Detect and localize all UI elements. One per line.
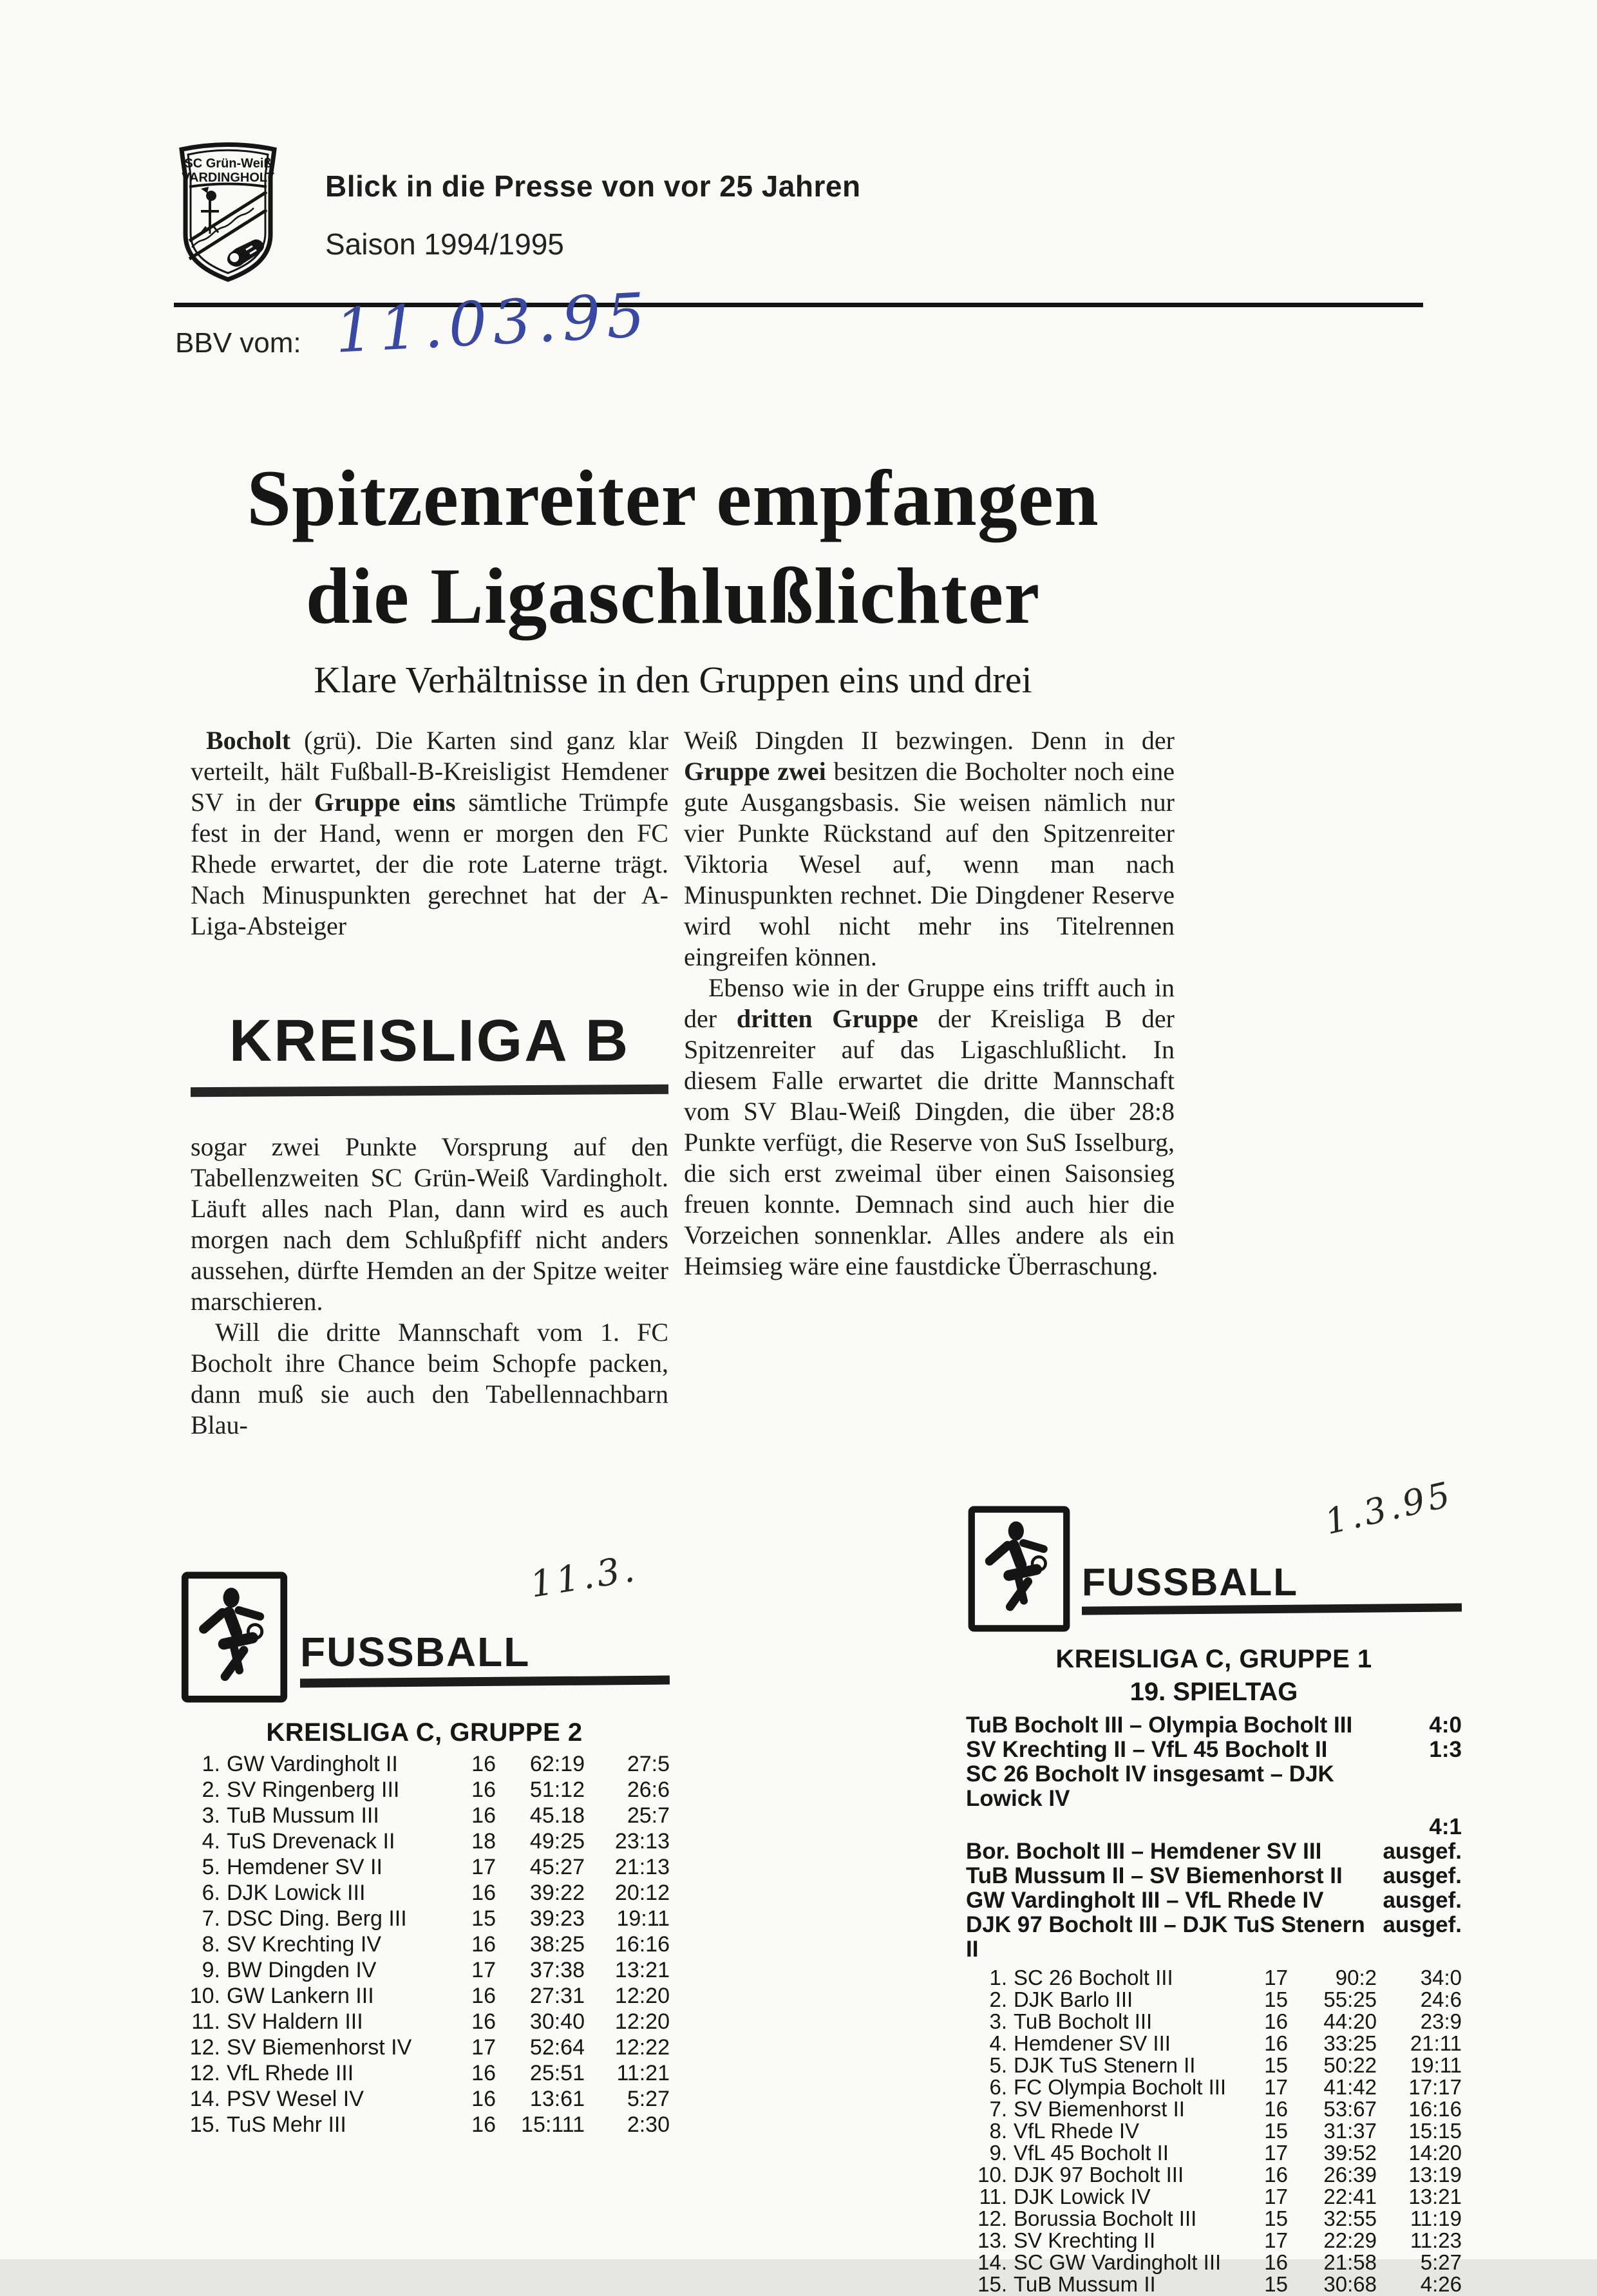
team-name: FC Olympia Bocholt III [1014, 2075, 1227, 2099]
rank-label: 12. [189, 2035, 220, 2060]
games-count: 16 [471, 2112, 496, 2137]
points-ratio: 26:6 [627, 1778, 670, 1802]
headline-line2: die Ligaschlußlichter [305, 552, 1041, 640]
source-label: BBV vom: [175, 327, 301, 359]
table-row [966, 2054, 1462, 2076]
goal-ratio: 33:25 [1323, 2031, 1377, 2055]
article-column-left [191, 725, 668, 1441]
table-row [179, 1854, 670, 1880]
article-subhead: Klare Verhältnisse in den Gruppen eins und drei [314, 659, 1032, 701]
team-name: VfL Rhede IV [1014, 2119, 1140, 2143]
points-ratio: 23:9 [1420, 2009, 1462, 2033]
team-name: DJK Lowick IV [1014, 2185, 1151, 2208]
team-name: DJK 97 Bocholt III [1014, 2163, 1184, 2187]
headline-line1: Spitzenreiter empfangen [247, 454, 1099, 542]
rank-label: 6. [989, 2075, 1007, 2099]
match-score [1365, 1762, 1462, 1811]
team-name: GW Lankern III [227, 1984, 374, 2008]
rank-label: 14. [189, 2087, 220, 2111]
match-pairing: SV Krechting II – VfL 45 Bocholt II [966, 1737, 1328, 1762]
goal-ratio: 50:22 [1323, 2053, 1377, 2077]
points-ratio: 19:11 [1410, 2053, 1462, 2077]
body-text: sämtliche Trümpfe fest in der Hand, wenn er morgen den FC Rhede erwartet, der die rote Laterne trägt. Nach Minuspunkten gerechnet hat der A-Liga-Absteiger [191, 788, 668, 940]
rank-label: 10. [189, 1984, 220, 2008]
games-count: 16 [471, 2009, 496, 2034]
goal-ratio: 39:52 [1323, 2141, 1377, 2165]
bold-phrase: dritten Gruppe [736, 1004, 918, 1033]
table-title: KREISLIGA C, GRUPPE 1 [1055, 1645, 1372, 1673]
fussball-wordmark: FUSSBALL [1082, 1561, 1298, 1604]
rank-label: 4. [202, 1829, 220, 1854]
table-row [966, 1989, 1462, 2011]
soccer-player-icon [966, 1506, 1072, 1632]
rank-label: 9. [202, 1958, 220, 1982]
article-headline [193, 450, 1153, 645]
games-count: 17 [471, 2035, 496, 2060]
goal-ratio: 62:19 [529, 1752, 585, 1776]
team-name: VfL Rhede III [227, 2061, 354, 2085]
match-pairing [966, 1815, 1365, 1839]
match-result-row [966, 1839, 1462, 1864]
goal-ratio: 39:23 [529, 1906, 585, 1931]
goal-ratio: 41:42 [1323, 2075, 1377, 2099]
table-title: KREISLIGA C, GRUPPE 2 [266, 1718, 583, 1747]
points-ratio: 21:11 [1410, 2031, 1462, 2055]
rank-label: 4. [989, 2031, 1007, 2055]
team-name: TuS Drevenack II [227, 1829, 395, 1854]
table-row [179, 1906, 670, 1931]
table-row [179, 2060, 670, 2086]
team-name: SV Biemenhorst IV [227, 2035, 412, 2060]
match-pairing: SC 26 Bocholt IV insgesamt – DJK Lowick IV [966, 1761, 1334, 1811]
match-pairing: DJK 97 Bocholt III – DJK TuS Stenern II [966, 1912, 1365, 1962]
games-count: 15 [1264, 2272, 1288, 2296]
match-score: ausgef. [1383, 1912, 1462, 1937]
points-ratio: 11:21 [616, 2061, 670, 2085]
handwritten-date-blue: 11.03.95 [333, 280, 653, 367]
points-ratio: 20:12 [614, 1881, 670, 1905]
team-name: SC GW Vardingholt III [1014, 2250, 1222, 2274]
fussball-logo-row [179, 1548, 670, 1703]
games-count: 15 [1264, 2119, 1288, 2143]
team-name: DJK TuS Stenern II [1014, 2053, 1196, 2077]
rank-label: 12. [189, 2061, 220, 2085]
games-count: 16 [1264, 2009, 1288, 2033]
rank-label: 5. [989, 2053, 1007, 2077]
games-count: 16 [471, 1984, 496, 2008]
games-count: 16 [1264, 2163, 1288, 2187]
team-name: TuB Bocholt III [1014, 2009, 1153, 2033]
table-row [179, 2112, 670, 2138]
table-row [966, 2120, 1462, 2142]
team-name: Borussia Bocholt III [1014, 2206, 1197, 2230]
goal-ratio: 53:67 [1323, 2097, 1377, 2121]
rank-label: 3. [989, 2009, 1007, 2033]
body-text: der Kreisliga B der Spitzenreiter auf das Ligaschlußlicht. In diesem Falle erwartet die dritte Mannschaft vom SV Blau-Weiß Dingden, die über 28:8 Punkte verfügt, die Reserve von SuS Isselburg, die sich erst zweimal über einen Saisonsieg freuen konnte. Demnach sind auch hier die Vorzeichen sonnenklar. Alles andere als ein Heimsieg wäre eine faustdicke Überraschung. [684, 1004, 1175, 1280]
team-name: TuB Mussum II [1014, 2272, 1156, 2296]
games-count: 17 [471, 1855, 496, 1879]
table-row [179, 1931, 670, 1957]
points-ratio: 24:6 [1420, 1988, 1462, 2011]
games-count: 17 [1264, 2228, 1288, 2252]
rank-label: 8. [989, 2119, 1007, 2143]
rank-label: 11. [979, 2185, 1007, 2208]
points-ratio: 13:21 [1408, 2185, 1462, 2208]
goal-ratio: 55:25 [1323, 1988, 1377, 2011]
match-score: ausgef. [1383, 1863, 1462, 1888]
goal-ratio: 15:111 [521, 2112, 585, 2137]
match-score: 4:0 [1429, 1713, 1462, 1738]
rank-label: 13. [978, 2228, 1007, 2252]
table-row [179, 2086, 670, 2112]
goal-ratio: 25:51 [529, 2061, 585, 2085]
bold-phrase: Gruppe zwei [684, 757, 826, 786]
team-name: Hemdener SV II [227, 1855, 383, 1879]
match-result-row [966, 1913, 1462, 1962]
crest-club-town: VARDINGHOLT [182, 171, 274, 185]
league-table-gruppe-2 [179, 1548, 670, 2138]
games-count: 16 [471, 1932, 496, 1957]
points-ratio: 16:16 [614, 1932, 670, 1957]
goal-ratio: 49:25 [529, 1829, 585, 1854]
games-count: 16 [471, 1881, 496, 1905]
bold-lead-word: Bocholt [206, 726, 291, 755]
match-score: ausgef. [1383, 1839, 1462, 1864]
rank-label: 14. [978, 2250, 1007, 2274]
points-ratio: 23:13 [614, 1829, 670, 1854]
match-pairing: TuB Bocholt III – Olympia Bocholt III [966, 1713, 1353, 1738]
rank-label: 1. [989, 1966, 1007, 1989]
team-name: SV Haldern III [227, 2009, 363, 2034]
points-ratio: 16:16 [1408, 2097, 1462, 2121]
team-name: TuS Mehr III [227, 2112, 346, 2137]
games-count: 16 [471, 1803, 496, 1828]
fussball-underline-bar [1082, 1603, 1462, 1615]
goal-ratio: 38:25 [529, 1932, 585, 1957]
team-name: VfL 45 Bocholt II [1014, 2141, 1169, 2165]
team-name: TuB Mussum III [227, 1803, 379, 1828]
paragraph [191, 725, 668, 942]
team-name: SV Krechting II [1014, 2228, 1156, 2252]
table-row [966, 2186, 1462, 2208]
games-count: 17 [1264, 2141, 1288, 2165]
rank-label: 15. [978, 2272, 1007, 2296]
rank-label: 5. [202, 1855, 220, 1879]
goal-ratio: 32:55 [1323, 2206, 1377, 2230]
points-ratio: 14:20 [1408, 2141, 1462, 2165]
points-ratio: 19:11 [616, 1906, 670, 1931]
rank-label: 7. [202, 1906, 220, 1931]
matchday-subtitle: 19. SPIELTAG [1129, 1678, 1298, 1706]
match-result-row [966, 1888, 1462, 1913]
table-row [966, 2252, 1462, 2273]
points-ratio: 11:23 [1410, 2228, 1462, 2252]
goal-ratio: 45:27 [529, 1855, 585, 1879]
section-divider-bar [191, 1085, 668, 1097]
table-row [966, 1967, 1462, 1989]
team-name: SV Krechting IV [227, 1932, 382, 1957]
masthead-title: Blick in die Presse von vor 25 Jahren [325, 169, 861, 203]
goal-ratio: 51:12 [529, 1778, 585, 1802]
table-row [966, 2011, 1462, 2033]
soccer-player-icon [179, 1571, 290, 1703]
table-row [966, 2033, 1462, 2054]
match-result-row [966, 1738, 1462, 1762]
rank-label: 8. [202, 1932, 220, 1957]
rank-label: 7. [989, 2097, 1007, 2121]
goal-ratio: 27:31 [529, 1984, 585, 2008]
team-name: SC 26 Bocholt III [1014, 1966, 1173, 1989]
body-text: Weiß Dingden II bezwingen. Denn in der [684, 726, 1175, 755]
table-row [179, 2035, 670, 2060]
standings-list [179, 1751, 670, 2138]
bold-phrase: Gruppe eins [314, 788, 456, 817]
goal-ratio: 90:2 [1335, 1966, 1377, 1989]
team-name: DJK Barlo III [1014, 1988, 1133, 2011]
fussball-wordmark: FUSSBALL [300, 1629, 531, 1675]
games-count: 15 [1264, 2053, 1288, 2077]
paragraph: Will die dritte Mannschaft vom 1. FC Bocholt ihre Chance beim Schopfe packen, dann muß sie auch den Tabellennachbarn Blau- [191, 1318, 668, 1439]
points-ratio: 15:15 [1408, 2119, 1462, 2143]
games-count: 15 [1264, 1988, 1288, 2011]
games-count: 17 [471, 1958, 496, 1982]
table-row [179, 1751, 670, 1777]
rank-label: 3. [202, 1803, 220, 1828]
match-result-row [966, 1762, 1462, 1811]
table-row [966, 2164, 1462, 2186]
table-row [179, 1777, 670, 1803]
match-result-row [966, 1864, 1462, 1888]
body-text: (grü). Die Karten sind ganz klar verteilt, hält Fußball-B-Kreisligist Hemdener SV in der [191, 726, 668, 817]
points-ratio: 12:22 [614, 2035, 670, 2060]
games-count: 16 [471, 1752, 496, 1776]
goal-ratio: 30:68 [1323, 2272, 1377, 2296]
points-ratio: 2:30 [627, 2112, 670, 2137]
fussball-logo-row [966, 1474, 1462, 1629]
match-score: 1:3 [1429, 1737, 1462, 1762]
crest-club-name: SC Grün-Weiß [184, 157, 272, 171]
rank-label: 6. [202, 1881, 220, 1905]
crest-banner-line [189, 184, 267, 187]
goal-ratio: 39:22 [529, 1881, 585, 1905]
points-ratio: 12:20 [614, 2009, 670, 2034]
games-count: 16 [471, 2061, 496, 2085]
points-ratio: 4:26 [1420, 2272, 1462, 2296]
match-score: 4:1 [1429, 1814, 1462, 1839]
points-ratio: 17:17 [1408, 2075, 1462, 2099]
match-results-list [966, 1713, 1462, 1962]
masthead-season: Saison 1994/1995 [325, 227, 564, 261]
handwritten-date-note: 11.3. [527, 1548, 641, 1606]
rank-label: 2. [989, 1988, 1007, 2011]
goal-ratio: 45.18 [529, 1803, 585, 1828]
goal-ratio: 31:37 [1323, 2119, 1377, 2143]
fussball-underline-bar [300, 1675, 670, 1687]
paragraph [684, 725, 1175, 972]
table-row [966, 2230, 1462, 2252]
rank-label: 11. [191, 2009, 220, 2034]
match-pairing: Bor. Bocholt III – Hemdener SV III [966, 1839, 1322, 1864]
games-count: 17 [1264, 2185, 1288, 2208]
table-row [966, 2142, 1462, 2164]
goal-ratio: 21:58 [1323, 2250, 1377, 2274]
team-name: DJK Lowick III [227, 1881, 366, 1905]
body-text: besitzen die Bocholter noch eine gute Ausgangsbasis. Sie weisen nämlich nur vier Punkte Rückstand auf den Spitzenreiter Viktoria Wesel auf, wenn man nach Minuspunkten rechnet. Die Dingdener Reserve wird wohl nicht mehr ins Titelrennen eingreifen können. [684, 757, 1175, 971]
goal-ratio: 30:40 [529, 2009, 585, 2034]
rank-label: 12. [978, 2206, 1007, 2230]
rank-label: 2. [202, 1778, 220, 1802]
rank-label: 1. [202, 1752, 220, 1776]
points-ratio: 11:19 [1410, 2206, 1462, 2230]
team-name: BW Dingden IV [227, 1958, 377, 1982]
points-ratio: 5:27 [1420, 2250, 1462, 2274]
club-crest [174, 137, 282, 289]
table-row [179, 2009, 670, 2035]
games-count: 16 [471, 1778, 496, 1802]
games-count: 16 [471, 2087, 496, 2111]
goal-ratio: 22:41 [1323, 2185, 1377, 2208]
crest-wavy-line [192, 208, 254, 247]
article-column-right [684, 725, 1175, 1282]
points-ratio: 5:27 [627, 2087, 670, 2111]
team-name: GW Vardingholt II [227, 1752, 398, 1776]
goal-ratio: 37:38 [529, 1958, 585, 1982]
league-table-gruppe-1 [966, 1474, 1462, 2296]
team-name: PSV Wesel IV [227, 2087, 364, 2111]
points-ratio: 13:21 [614, 1958, 670, 1982]
match-pairing: GW Vardingholt III – VfL Rhede IV [966, 1888, 1324, 1913]
table-row [966, 2208, 1462, 2230]
paragraph [684, 972, 1175, 1282]
team-name: SV Ringenberg III [227, 1778, 400, 1802]
body-text: Ebenso wie in der Gruppe eins trifft auch in der [684, 973, 1175, 1033]
points-ratio: 12:20 [614, 1984, 670, 2008]
rank-label: 15. [189, 2112, 220, 2137]
team-name: DSC Ding. Berg III [227, 1906, 407, 1931]
paragraph: sogar zwei Punkte Vorsprung auf den Tabellenzweiten SC Grün-Weiß Vardingholt. Läuft alles nach Plan, dann wird es auch morgen nach dem Schlußpfiff nicht anders aussehen, dürfte Hemden an der Spitze weiter marschieren. [191, 1132, 668, 1316]
match-result-row [966, 1713, 1462, 1738]
rank-label: 10. [978, 2163, 1007, 2187]
games-count: 15 [1264, 2206, 1288, 2230]
points-ratio: 25:7 [627, 1803, 670, 1828]
goal-ratio: 44:20 [1323, 2009, 1377, 2033]
games-count: 17 [1264, 2075, 1288, 2099]
table-row [966, 2273, 1462, 2295]
goal-ratio: 13:61 [529, 2087, 585, 2111]
table-row [179, 1880, 670, 1906]
section-header-kreisliga-b: KREISLIGA B [229, 1008, 630, 1074]
games-count: 17 [1264, 1966, 1288, 1989]
goal-ratio: 26:39 [1323, 2163, 1377, 2187]
table-row [966, 2076, 1462, 2098]
team-name: Hemdener SV III [1014, 2031, 1171, 2055]
handwritten-date-note: 1.3.95 [1321, 1474, 1457, 1542]
points-ratio: 13:19 [1408, 2163, 1462, 2187]
team-name: SV Biemenhorst II [1014, 2097, 1185, 2121]
standings-list [966, 1967, 1462, 2295]
table-row [966, 2098, 1462, 2120]
rank-label: 9. [989, 2141, 1007, 2165]
table-row [179, 1828, 670, 1854]
games-count: 18 [471, 1829, 496, 1854]
goal-ratio: 52:64 [529, 2035, 585, 2060]
games-count: 16 [1264, 2097, 1288, 2121]
points-ratio: 21:13 [614, 1855, 670, 1879]
match-score: ausgef. [1383, 1888, 1462, 1913]
games-count: 16 [1264, 2031, 1288, 2055]
points-ratio: 34:0 [1420, 1966, 1462, 1989]
match-result-row [966, 1815, 1462, 1839]
goal-ratio: 22:29 [1323, 2228, 1377, 2252]
table-row [179, 1957, 670, 1983]
table-row [179, 1803, 670, 1828]
match-pairing: TuB Mussum II – SV Biemenhorst II [966, 1863, 1343, 1888]
games-count: 16 [1264, 2250, 1288, 2274]
games-count: 15 [471, 1906, 496, 1931]
table-row [179, 1983, 670, 2009]
points-ratio: 27:5 [627, 1752, 670, 1776]
crest-weathervane-icon [201, 187, 219, 234]
